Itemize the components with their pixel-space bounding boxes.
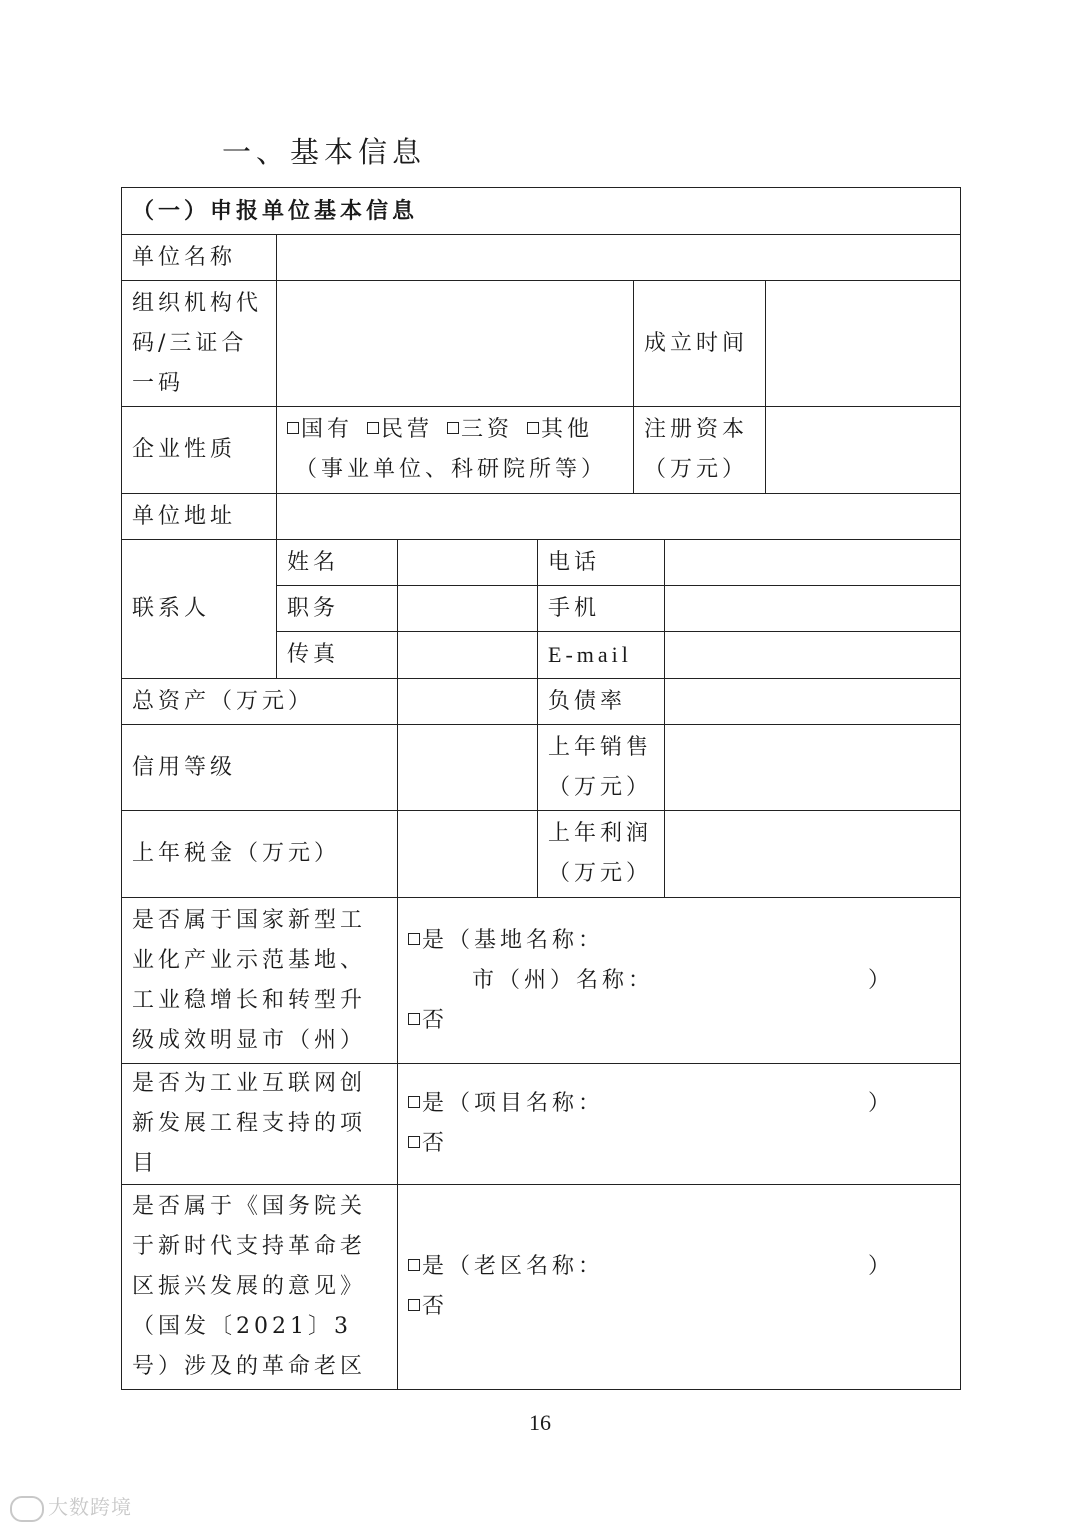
label-org-code: 组织机构代码/三证合一码 — [122, 281, 277, 407]
field-credit[interactable] — [398, 725, 538, 811]
field-total-assets[interactable] — [398, 679, 538, 725]
checkbox[interactable] — [367, 422, 379, 434]
label-established: 成立时间 — [634, 281, 766, 407]
label-q2: 是否为工业互联网创新发展工程支持的项目 — [122, 1064, 398, 1185]
label-address: 单位地址 — [122, 494, 277, 540]
watermark-logo-icon — [10, 1496, 44, 1522]
field-unit-name[interactable] — [277, 235, 961, 281]
checkbox[interactable] — [408, 1299, 420, 1311]
field-mobile[interactable] — [665, 586, 961, 632]
page-number: 16 — [529, 1410, 551, 1435]
field-last-sales[interactable] — [665, 725, 961, 811]
field-phone[interactable] — [665, 540, 961, 586]
answer-q2 — [398, 1064, 961, 1185]
label-debt-ratio: 负债率 — [538, 679, 665, 725]
field-fax[interactable] — [398, 632, 538, 679]
option-other[interactable]: 其他 — [527, 417, 593, 442]
field-org-code[interactable] — [277, 281, 634, 407]
q1-city-line: 市（州）名称： ） — [472, 967, 894, 993]
label-last-tax: 上年税金（万元） — [122, 811, 398, 898]
field-established[interactable] — [766, 281, 961, 407]
label-name: 姓名 — [277, 540, 398, 586]
checkbox[interactable] — [408, 933, 420, 945]
q3-no-option[interactable]: 否 — [408, 1294, 448, 1319]
field-email[interactable] — [665, 632, 961, 679]
checkbox[interactable] — [527, 422, 539, 434]
checkbox[interactable] — [408, 1013, 420, 1025]
q2-yes-option[interactable]: 是（项目名称： ） — [408, 1091, 604, 1116]
label-position: 职务 — [277, 586, 398, 632]
label-unit-name: 单位名称 — [122, 235, 277, 281]
label-credit: 信用等级 — [122, 725, 398, 811]
label-q3: 是否属于《国务院关于新时代支持革命老区振兴发展的意见》（国发〔2021〕3号）涉及的革命老区 — [122, 1185, 398, 1390]
option-private[interactable]: 民营 — [367, 417, 433, 442]
checkbox[interactable] — [447, 422, 459, 434]
q3-yes-option[interactable]: 是（老区名称： ） — [408, 1254, 604, 1279]
checkbox[interactable] — [408, 1096, 420, 1108]
label-nature: 企业性质 — [122, 407, 277, 494]
option-state[interactable]: 国有 — [287, 417, 353, 442]
section-title: （一）申报单位基本信息 — [122, 188, 961, 235]
label-email: E-mail — [538, 632, 665, 679]
q1-yes-option[interactable]: 是（基地名称： — [408, 928, 604, 953]
basic-info-table — [121, 187, 961, 1390]
q1-no-option[interactable]: 否 — [408, 1008, 448, 1033]
field-position[interactable] — [398, 586, 538, 632]
answer-q1 — [398, 898, 961, 1064]
watermark-text: 大数跨境 — [48, 1495, 132, 1519]
label-fax: 传真 — [277, 632, 398, 679]
checkbox[interactable] — [408, 1136, 420, 1148]
watermark — [10, 1491, 132, 1522]
label-mobile: 手机 — [538, 586, 665, 632]
checkbox[interactable] — [408, 1259, 420, 1271]
field-last-profit[interactable] — [665, 811, 961, 898]
field-name[interactable] — [398, 540, 538, 586]
q2-no-option[interactable]: 否 — [408, 1131, 448, 1156]
label-last-profit: 上年利润（万元） — [538, 811, 665, 898]
label-phone: 电话 — [538, 540, 665, 586]
label-reg-capital: 注册资本（万元） — [634, 407, 766, 494]
field-address[interactable] — [277, 494, 961, 540]
label-q1: 是否属于国家新型工业化产业示范基地、工业稳增长和转型升级成效明显市（州） — [122, 898, 398, 1064]
page-heading: 一、基本信息 — [222, 135, 427, 169]
label-total-assets: 总资产（万元） — [122, 679, 398, 725]
label-contact: 联系人 — [122, 540, 277, 679]
field-reg-capital[interactable] — [766, 407, 961, 494]
nature-note: （事业单位、科研院所等） — [295, 457, 608, 482]
option-foreign[interactable]: 三资 — [447, 417, 513, 442]
answer-q3 — [398, 1185, 961, 1390]
checkbox[interactable] — [287, 422, 299, 434]
label-last-sales: 上年销售（万元） — [538, 725, 665, 811]
field-last-tax[interactable] — [398, 811, 538, 898]
field-nature — [277, 407, 634, 494]
field-debt-ratio[interactable] — [665, 679, 961, 725]
